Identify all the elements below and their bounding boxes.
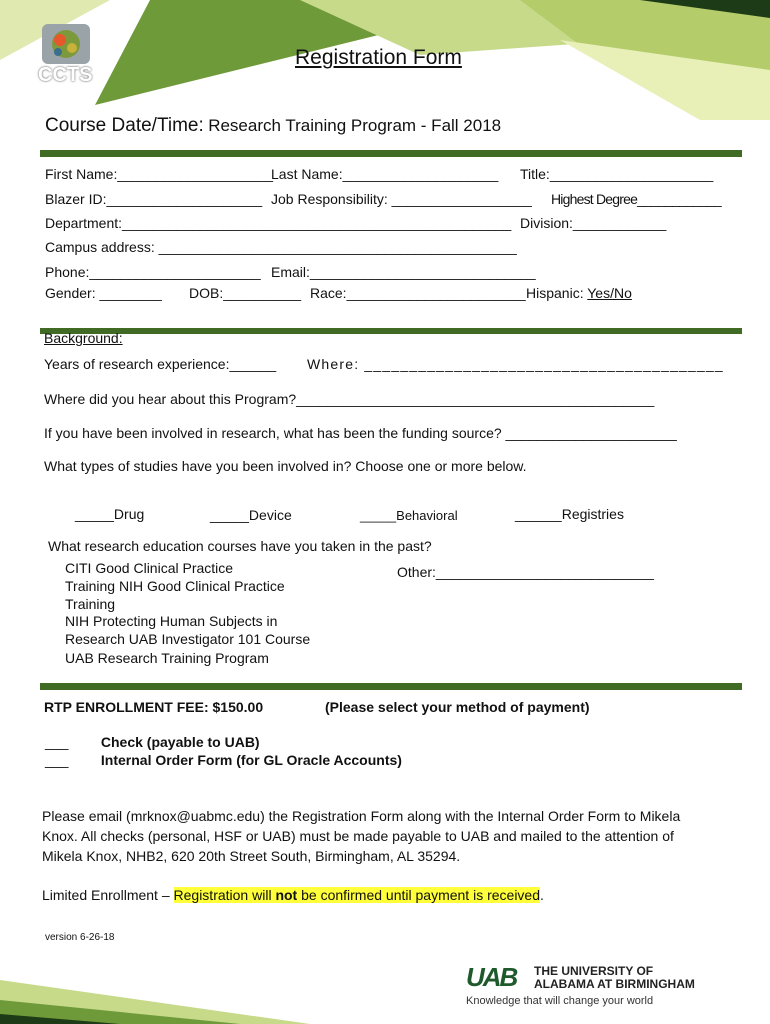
other-course-field[interactable]: Other:____________________________ xyxy=(397,564,654,580)
gender-label: Gender: xyxy=(45,285,96,301)
option-registries[interactable]: ______Registries xyxy=(515,506,624,522)
option-behavioral[interactable]: _____Behavioral xyxy=(360,508,458,523)
race-field[interactable]: Race:_______________________ xyxy=(310,285,526,301)
gender-blank[interactable]: ________ xyxy=(99,285,162,301)
highest-degree-field[interactable]: Highest Degree____________ xyxy=(551,191,721,207)
where-field[interactable]: Where: ________________________________________ xyxy=(307,356,724,372)
hispanic-field[interactable] xyxy=(526,285,632,301)
instructions-line: Mikela Knox, NHB2, 620 20th Street South, Birmingham, AL 35294. xyxy=(42,848,461,864)
uab-tagline: Knowledge that will change your world xyxy=(466,995,654,1007)
limited-highlight-part1: Registration will xyxy=(173,887,276,903)
funding-source-field[interactable]: If you have been involved in research, what has been the funding source? ______________________ xyxy=(44,425,677,441)
section-rule-background xyxy=(40,328,742,334)
page-title: Registration Form xyxy=(295,46,462,69)
ccts-logo-mark xyxy=(38,22,94,68)
limited-highlight-not: not xyxy=(275,887,298,903)
limited-highlight xyxy=(174,887,541,903)
option-device[interactable]: _____Device xyxy=(210,507,292,523)
course-item: NIH Protecting Human Subjects in xyxy=(65,613,278,629)
course-label: Course Date/Time: xyxy=(45,115,204,136)
title-field[interactable]: Title:_____________________ xyxy=(520,166,714,182)
job-responsibility-field[interactable]: Job Responsibility: __________________ xyxy=(271,191,532,207)
course-line xyxy=(45,115,501,137)
check-label: Check (payable to UAB) xyxy=(100,734,260,750)
course-item: Training xyxy=(65,596,116,612)
payment-method-note: (Please select your method of payment) xyxy=(325,699,590,715)
ccts-logo-text: CCTS xyxy=(38,64,93,86)
version-label: version 6-26-18 xyxy=(45,932,115,943)
hispanic-label: Hispanic: xyxy=(526,285,584,301)
limited-prefix: Limited Enrollment – xyxy=(42,887,174,903)
background-heading: Background: xyxy=(44,330,123,346)
phone-field[interactable]: Phone:______________________ xyxy=(45,264,261,280)
division-field[interactable]: Division:____________ xyxy=(520,215,667,231)
course-item: CITI Good Clinical Practice xyxy=(65,560,234,576)
course-item: Research UAB Investigator 101 Course xyxy=(65,631,311,647)
email-field[interactable]: Email:_____________________________ xyxy=(271,264,536,280)
internal-order-option[interactable] xyxy=(45,752,402,768)
hear-about-field[interactable]: Where did you hear about this Program?______________________________________________ xyxy=(44,391,655,407)
check-option[interactable] xyxy=(45,734,260,750)
last-name-field[interactable]: Last Name:____________________ xyxy=(271,166,499,182)
ccts-logo xyxy=(38,22,96,88)
study-types-question: What types of studies have you been involved in? Choose one or more below. xyxy=(44,458,527,474)
enrollment-fee: RTP ENROLLMENT FEE: $150.00 xyxy=(44,699,264,715)
blazer-id-field[interactable]: Blazer ID:____________________ xyxy=(45,191,263,207)
course-value: Research Training Program - Fall 2018 xyxy=(208,116,502,135)
campus-address-field[interactable]: Campus address: ______________________________________________ xyxy=(45,239,517,255)
uab-logo-line2: ALABAMA AT BIRMINGHAM xyxy=(534,977,695,991)
department-field[interactable]: Department:__________________________________________________ xyxy=(45,215,512,231)
course-item: UAB Research Training Program xyxy=(65,650,269,666)
dob-field[interactable]: DOB:__________ xyxy=(189,285,302,301)
limited-suffix: . xyxy=(540,887,544,903)
check-blank[interactable]: ___ xyxy=(45,734,69,750)
instructions-line: Knox. All checks (personal, HSF or UAB) must be made payable to UAB and mailed to the attention of xyxy=(42,828,674,844)
course-item: Training NIH Good Clinical Practice xyxy=(65,578,285,594)
instructions-line: Please email (mrknox@uabmc.edu) the Registration Form along with the Internal Order Form to Mikela xyxy=(42,808,681,824)
footer-decoration xyxy=(0,960,420,1024)
option-drug[interactable]: _____Drug xyxy=(75,506,145,522)
hispanic-value[interactable]: Yes/No xyxy=(587,285,632,301)
internal-order-blank[interactable]: ___ xyxy=(45,752,69,768)
internal-order-label: Internal Order Form (for GL Oracle Accounts) xyxy=(100,752,402,768)
uab-logo xyxy=(466,962,726,1012)
limited-enrollment-note xyxy=(42,887,544,903)
limited-highlight-part2: be confirmed until payment is received xyxy=(297,887,541,903)
uab-logo-line1: THE UNIVERSITY OF xyxy=(534,964,654,978)
courses-question: What research education courses have you taken in the past? xyxy=(48,538,432,554)
gender-field[interactable] xyxy=(45,285,162,301)
experience-field[interactable]: Years of research experience:______ xyxy=(44,356,277,372)
uab-logo-mark: UAB xyxy=(466,962,517,992)
section-rule-top xyxy=(40,150,742,157)
first-name-field[interactable]: First Name:____________________ xyxy=(45,166,274,182)
section-rule-payment xyxy=(40,683,742,690)
